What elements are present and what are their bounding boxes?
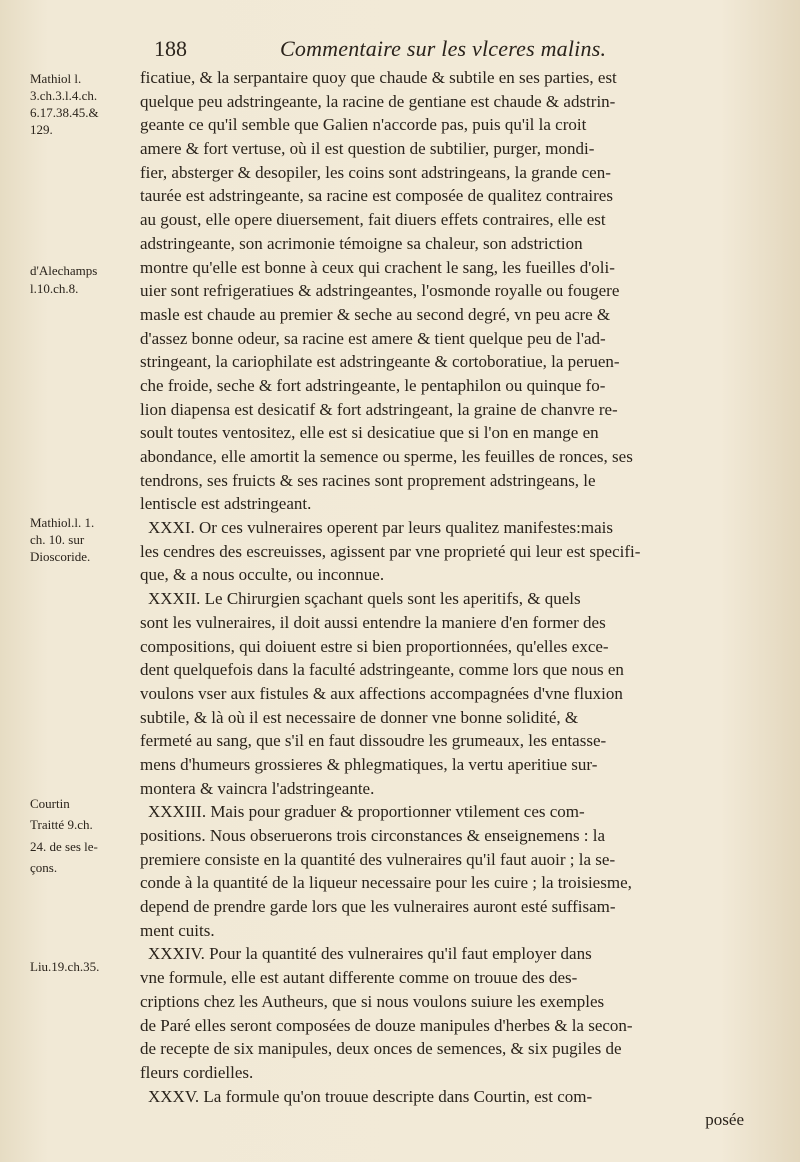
text-line: subtile, & là où il est necessaire de donner vne bonne solidité, & xyxy=(140,707,579,727)
catchword: posée xyxy=(705,1110,744,1130)
text-line: ment cuits. xyxy=(140,920,215,940)
margin-note: Dioscoride. xyxy=(30,549,91,564)
margin-note: Traitté 9.ch. xyxy=(30,817,93,832)
text-line: de recepte de six manipules, deux onces de semences, & six pugiles de xyxy=(140,1039,622,1059)
text-line: premiere consiste en la quantité des vulneraires qu'il faut auoir ; la se- xyxy=(140,849,616,869)
text-line: conde à la quantité de la liqueur necessaire pour les cuire ; la troisiesme, xyxy=(140,873,632,893)
text-line: adstringeante, son acrimonie témoigne sa chaleur, son adstriction xyxy=(140,233,583,253)
text-line: fier, absterger & desopiler, les coins sont adstringeans, la grande cen- xyxy=(140,162,611,182)
margin-note: ch. 10. sur xyxy=(30,532,85,547)
margin-note: 129. xyxy=(30,122,53,137)
text-line: montre qu'elle est bonne à ceux qui crachent le sang, les fueilles d'oli- xyxy=(140,257,615,277)
page-header xyxy=(140,36,760,66)
margin-note: l.10.ch.8. xyxy=(30,281,79,296)
margin-note: 24. de ses le- xyxy=(30,839,98,854)
text-line: vne formule, elle est autant differente comme on trouue des des- xyxy=(140,968,578,988)
margin-note: Courtin xyxy=(30,796,70,811)
text-line: tendrons, ses fruicts & ses racines sont proprement adstringeans, le xyxy=(140,470,596,490)
page-number: 188 xyxy=(154,36,187,61)
margin-note: çons. xyxy=(30,860,58,875)
margin-note: Mathiol.l. 1. xyxy=(30,515,95,530)
text-line: stringeant, la cariophilate est adstringeante & cortoboratiue, la peruen- xyxy=(140,352,620,372)
margin-note: Liu.19.ch.35. xyxy=(30,959,100,974)
margin-note: d'Alechamps xyxy=(30,263,98,278)
text-line: sont les vulneraires, il doit aussi entendre la maniere d'en former des xyxy=(140,612,606,632)
paragraph-start-line: XXXII. Le Chirurgien sçachant quels sont les aperitifs, & quels xyxy=(148,589,581,609)
paragraph-start-line: XXXIV. Pour la quantité des vulneraires qu'il faut employer dans xyxy=(148,944,592,964)
text-line: quelque peu adstringeante, la racine de gentiane est chaude & adstrin- xyxy=(140,91,616,111)
text-line: uier sont refrigeratiues & adstringeantes, l'osmonde royalle ou fougere xyxy=(140,281,620,301)
text-line: fermeté au sang, que s'il en faut dissoudre les grumeaux, les entasse- xyxy=(140,731,607,751)
text-line: positions. Nous obseruerons trois circonstances & enseignemens : la xyxy=(140,826,606,845)
paragraph-start-line: XXXI. Or ces vulneraires operent par leurs qualitez manifestes:mais xyxy=(148,518,613,538)
text-line: masle est chaude au premier & seche au second degré, vn peu acre & xyxy=(140,304,611,324)
paragraph-start-line: XXXIII. Mais pour graduer & proportionner vtilement ces com- xyxy=(148,802,585,822)
text-line: fleurs cordielles. xyxy=(140,1062,254,1082)
text-line: ficatiue, & la serpantaire quoy que chaude & subtile en ses parties, est xyxy=(140,68,617,87)
text-line: les cendres des escreuisses, agissent par vne proprieté qui leur est specifi- xyxy=(140,541,641,561)
text-line: abondance, elle amortit la semence ou sperme, les feuilles de ronces, ses xyxy=(140,447,633,466)
text-line: geante ce qu'il semble que Galien n'accorde pas, puis qu'il la croit xyxy=(140,115,587,135)
margin-note: 6.17.38.45.& xyxy=(30,105,99,120)
running-title: Commentaire sur les vlceres malins. xyxy=(280,36,607,61)
margin-note: 3.ch.3.l.4.ch. xyxy=(30,88,98,103)
text-line: voulons vser aux fistules & aux affections accompagnées d'vne fluxion xyxy=(140,683,623,703)
text-line: que, & a nous occulte, ou inconnue. xyxy=(140,565,385,585)
text-line: mens d'humeurs grossieres & phlegmatiques, la vertu aperitiue sur- xyxy=(140,754,598,774)
text-line: lion diapensa est desicatif & fort adstringeant, la graine de chanvre re- xyxy=(140,399,618,419)
paragraph-start-line: XXXV. La formule qu'on trouue descripte dans Courtin, est com- xyxy=(148,1086,593,1106)
margin-note: Mathiol l. xyxy=(30,71,82,86)
text-line: depend de prendre garde lors que les vulneraires auront esté suffisam- xyxy=(140,897,616,917)
text-line: d'assez bonne odeur, sa racine est amere & tient quelque peu de l'ad- xyxy=(140,328,606,348)
text-line: lentiscle est adstringeant. xyxy=(140,494,312,514)
text-line: soult toutes ventositez, elle est si desicatiue que si l'on en mange en xyxy=(140,423,599,443)
text-line: amere & fort vertuse, où il est question de subtilier, purger, mondi- xyxy=(140,139,595,159)
text-line: che froide, seche & fort adstringeante, le pentaphilon ou quinque fo- xyxy=(140,375,606,395)
text-line: au goust, elle opere diuersement, fait diuers effets contraires, elle est xyxy=(140,210,606,230)
text-line: de Paré elles seront composées de douze manipules d'herbes & la secon- xyxy=(140,1015,633,1035)
text-line: taurée est adstringeante, sa racine est composée de qualitez contraires xyxy=(140,186,613,206)
body-text xyxy=(140,66,756,1132)
text-line: montera & vaincra l'adstringeante. xyxy=(140,778,375,798)
text-line: criptions chez les Autheurs, que si nous voulons suiure les exemples xyxy=(140,991,605,1011)
text-line: dent quelquefois dans la faculté adstringeante, comme lors que nous en xyxy=(140,660,624,680)
text-line: compositions, qui doiuent estre si bien proportionnées, qu'elles exce- xyxy=(140,636,609,656)
